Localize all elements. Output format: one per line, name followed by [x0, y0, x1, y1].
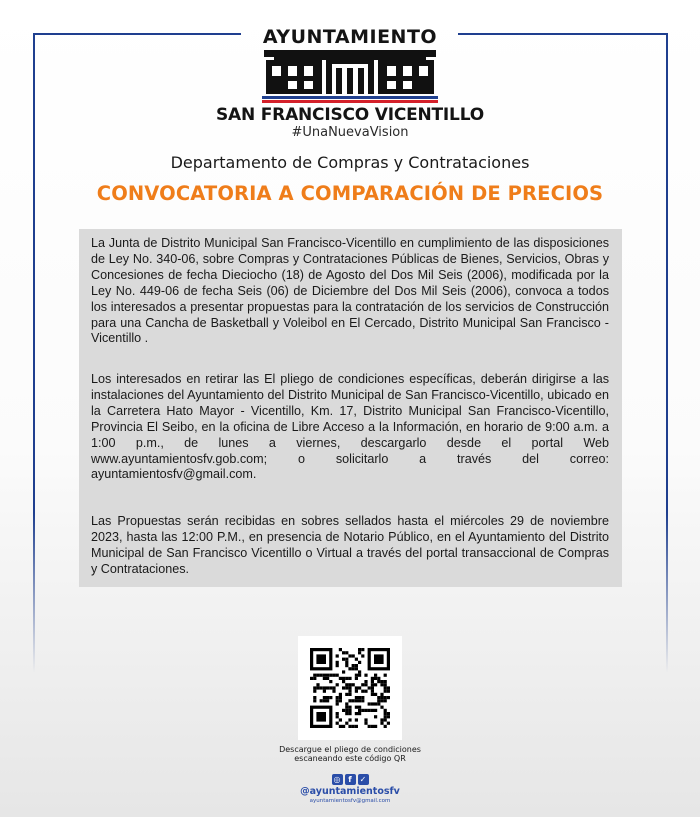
announcement-body	[79, 229, 622, 587]
qr-code-icon	[298, 636, 402, 740]
logo-hashtag: #UnaNuevaVision	[291, 125, 409, 140]
qr-caption	[0, 745, 700, 763]
instagram-icon[interactable]: ◎	[332, 774, 343, 785]
town-hall-building-icon	[260, 50, 440, 104]
contact-email[interactable]: ayuntamientosfv@gmail.com	[309, 798, 391, 804]
twitter-icon[interactable]: ✓	[358, 774, 369, 785]
qr-code[interactable]	[298, 636, 402, 740]
facebook-icon[interactable]: f	[345, 774, 356, 785]
paragraph-conditions: Los interesados en retirar las El pliego de condiciones específicas, deberán dirigirse a las instalaciones del Ayuntamiento del Distrito Municipal de San Francisco-Vicentillo, ubicado en la Carretera Hato Mayor - Vicentillo, Km. 17, Distrito Municipal San Francisco-Vicentillo, Provincia El Seibo, en la oficina de Libre Acceso a la Información, en horario de 9:00 a.m. a 1:00 p.m., de lunes a viernes, descargarlo desde el portal Web www.ayuntamientosfv.gob.com; o solicitarlo a través del correo: ayuntamientosfv@gmail.com.	[91, 372, 609, 482]
social-icons	[0, 774, 700, 785]
department-title: Departamento de Compras y Contrataciones	[170, 153, 530, 172]
announcement-headline: CONVOCATORIA A COMPARACIÓN DE PRECIOS	[96, 182, 604, 205]
paragraph-convocation: La Junta de Distrito Municipal San Francisco-Vicentillo en cumplimiento de las disposiciones de Ley No. 340-06, sobre Compras y Contrataciones Públicas de Bienes, Servicios, Obras y Concesiones de fecha Dieciocho (18) de Agosto del Dos Mil Seis (2006), modificada por la Ley No. 449-06 de fecha Seis (06) de Diciembre del Dos Mil Seis (2006), convoca a todos los interesados a presentar propuestas para la contratación de los servicios de Construcción para una Cancha de Basketball y Voleibol en El Cercado, Distrito Municipal San Francisco - Vicentillo .	[91, 236, 609, 346]
logo-top-text: AYUNTAMIENTO	[262, 26, 438, 48]
logo-bottom-text: SAN FRANCISCO VICENTILLO	[216, 105, 484, 125]
paragraph-proposals: Las Propuestas serán recibidas en sobres sellados hasta el miércoles 29 de noviembre 2023, hasta las 12:00 P.M., en presencia de Notario Público, en el Ayuntamiento del Distrito Municipal de San Francisco Vicentillo o Virtual a través del portal transaccional de Compras y Contrataciones.	[91, 514, 609, 576]
qr-caption-line-2: escaneando este código QR	[294, 754, 406, 763]
qr-caption-line-1: Descargue el pliego de condiciones	[279, 745, 421, 754]
municipal-logo	[0, 26, 700, 140]
social-handle[interactable]: @ayuntamientosfv	[300, 786, 400, 797]
